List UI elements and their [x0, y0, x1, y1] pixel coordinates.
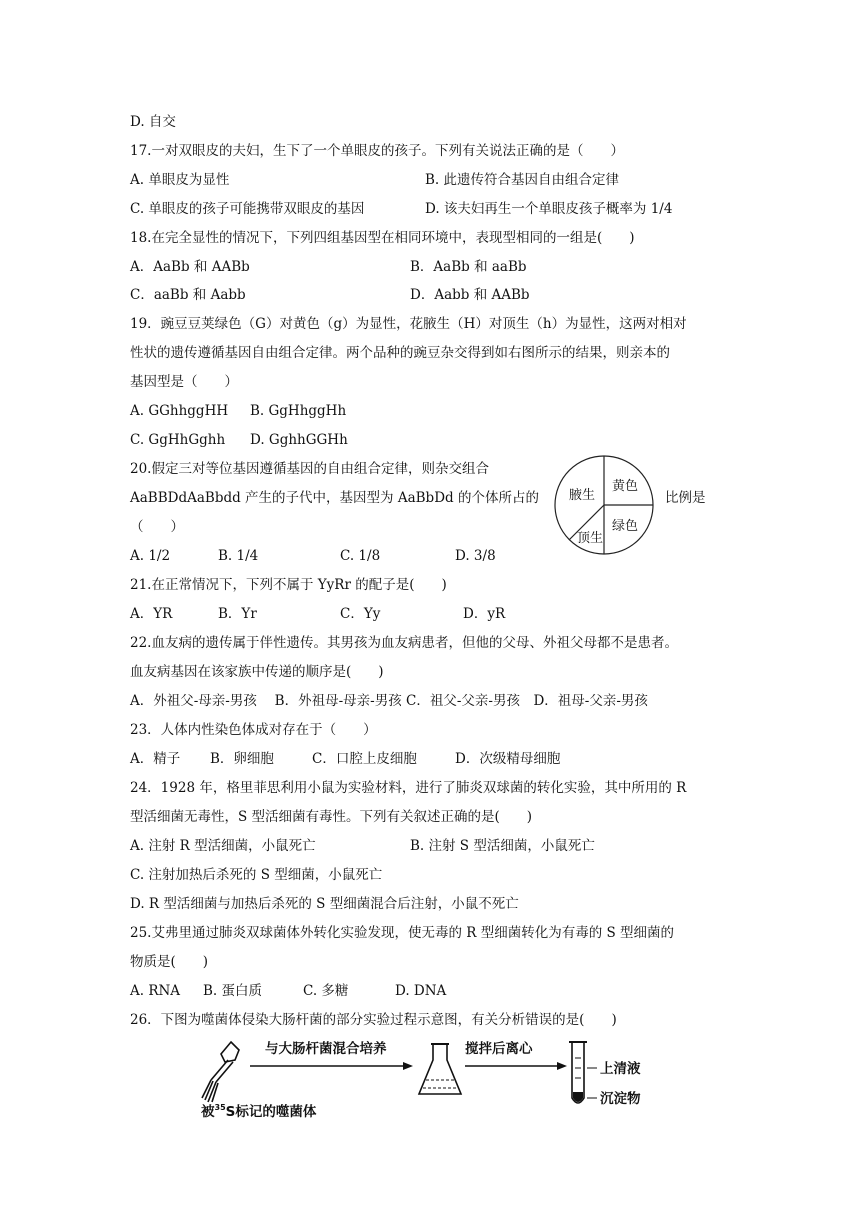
q18-stem: 18.在完全显性的情况下，下列四组基因型在相同环境中，表现型相同的一组是( ) — [130, 230, 635, 246]
q21-stem: 21.在正常情况下，下列不属于 YyRr 的配子是( ) — [130, 577, 447, 593]
pie-label-yellow: 黄色 — [611, 479, 639, 494]
q20-stem-line-3: （ ） — [130, 519, 184, 535]
q17-option-a: A. 单眼皮为显性 — [130, 172, 230, 188]
q22-stem-line-2: 血友病基因在该家族中传递的顺序是( ) — [130, 664, 384, 680]
q25-option-d: D. DNA — [395, 983, 447, 999]
phage-experiment-diagram — [195, 1036, 665, 1126]
q21-option-b: B．Yr — [218, 606, 257, 622]
q21-option-d: D．yR — [463, 606, 506, 622]
q24-option-c: C. 注射加热后杀死的 S 型细菌，小鼠死亡 — [130, 867, 383, 883]
phage-icon — [202, 1042, 239, 1102]
pie-label-terminal: 顶生 — [576, 531, 604, 546]
q25-stem-line-1: 25.艾弗里通过肺炎双球菌体外转化实验发现，使无毒的 R 型细菌转化为有毒的 S 型细菌的 — [130, 925, 675, 941]
arrow-mix-head — [403, 1062, 413, 1070]
q19-stem-line-2: 性状的遗传遵循基因自由组合定律。两个品种的豌豆杂交得到如右图所示的结果，则亲本的 — [130, 345, 670, 361]
q17-option-c: C. 单眼皮的孩子可能携带双眼皮的基因 — [130, 201, 365, 217]
q19-option-c: C. GgHhGghh — [130, 432, 226, 448]
q25-option-a: A. RNA — [130, 983, 181, 999]
test-tube-icon — [569, 1042, 597, 1103]
arrow-centrifuge-head — [557, 1062, 567, 1070]
q23-option-d: D．次级精母细胞 — [455, 751, 561, 767]
q17-option-b: B. 此遗传符合基因自由组合定律 — [425, 172, 620, 188]
phenotype-pie-figure — [550, 454, 658, 556]
q24-option-d: D. R 型活细菌与加热后杀死的 S 型细菌混合后注射，小鼠不死亡 — [130, 896, 519, 912]
q18-option-c: C．aaBb 和 Aabb — [130, 287, 246, 303]
q17-option-d: D. 该夫妇再生一个单眼皮孩子概率为 1/4 — [425, 201, 673, 217]
q24-stem-line-2: 型活细菌无毒性，S 型活细菌有毒性。下列有关叙述正确的是( ) — [130, 809, 533, 825]
q21-option-c: C．Yy — [340, 606, 381, 622]
q23-option-b: B．卵细胞 — [210, 751, 274, 767]
q18-option-a: A．AaBb 和 AABb — [130, 259, 250, 275]
q23-option-c: C．口腔上皮细胞 — [312, 751, 417, 767]
q18-option-d: D．Aabb 和 AABb — [410, 287, 530, 303]
q26-stem: 26．下图为噬菌体侵染大肠杆菌的部分实验过程示意图，有关分析错误的是( ) — [130, 1012, 617, 1028]
step-centrifuge-label: 搅拌后离心 — [465, 1041, 533, 1057]
q20-stem-line-2: AaBBDdAaBbdd 产生的子代中，基因型为 AaBbDd 的个体所占的 — [130, 490, 539, 506]
flask-icon — [419, 1044, 461, 1094]
q20-stem-tail: 比例是 — [665, 490, 706, 506]
q21-option-a: A．YR — [130, 606, 173, 622]
supernatant-label: 上清液 — [600, 1061, 641, 1077]
q19-option-d: D. GghhGGHh — [250, 432, 348, 448]
labeled-phage-caption: 被$^{35}$S标记的噬菌体 — [201, 1103, 317, 1120]
q23-stem: 23．人体内性染色体成对存在于（ ） — [130, 722, 377, 738]
q17-stem: 17.一对双眼皮的夫妇，生下了一个单眼皮的孩子。下列有关说法正确的是（ ） — [130, 143, 624, 159]
q22-options: A．外祖父-母亲-男孩 B．外祖母-母亲-男孩 C．祖父-父亲-男孩 D．祖母-父亲-男孩 — [130, 693, 648, 709]
q20-stem-line-1: 20.假定三对等位基因遵循基因的自由组合定律，则杂交组合 — [130, 461, 489, 477]
q19-option-a: A. GGhhggHH — [130, 403, 229, 419]
q19-stem-line-1: 19．豌豆豆荚绿色（G）对黄色（g）为显性，花腋生（H）对顶生（h）为显性，这两对相对 — [130, 316, 687, 332]
pie-label-axillary: 腋生 — [568, 488, 596, 503]
q20-option-c: C. 1/8 — [340, 548, 381, 564]
q20-option-a: A. 1/2 — [130, 548, 171, 564]
q25-stem-line-2: 物质是( ) — [130, 954, 209, 970]
q20-option-d: D. 3/8 — [455, 548, 496, 564]
q20-option-b: B. 1/4 — [218, 548, 259, 564]
q18-option-b: B．AaBb 和 aaBb — [410, 259, 527, 275]
precipitate-label: 沉淀物 — [600, 1091, 641, 1107]
q16-option-d: D. 自交 — [130, 114, 176, 130]
q25-option-b: B. 蛋白质 — [203, 983, 263, 999]
q23-option-a: A．精子 — [130, 751, 181, 767]
q24-stem-line-1: 24．1928 年，格里菲思利用小鼠为实验材料，进行了肺炎双球菌的转化实验，其中所用的 R — [130, 780, 687, 796]
q22-stem-line-1: 22.血友病的遗传属于伴性遗传。其男孩为血友病患者，但他的父母、外祖父母都不是患者。 — [130, 635, 678, 651]
step-mix-culture-label: 与大肠杆菌混合培养 — [265, 1041, 387, 1057]
q25-option-c: C. 多糖 — [303, 983, 349, 999]
q19-option-b: B. GgHhggHh — [250, 403, 347, 419]
q24-option-b: B. 注射 S 型活细菌，小鼠死亡 — [410, 838, 595, 854]
q24-option-a: A. 注射 R 型活细菌，小鼠死亡 — [130, 838, 316, 854]
pie-label-green: 绿色 — [611, 519, 639, 534]
q19-stem-line-3: 基因型是（ ） — [130, 374, 238, 390]
